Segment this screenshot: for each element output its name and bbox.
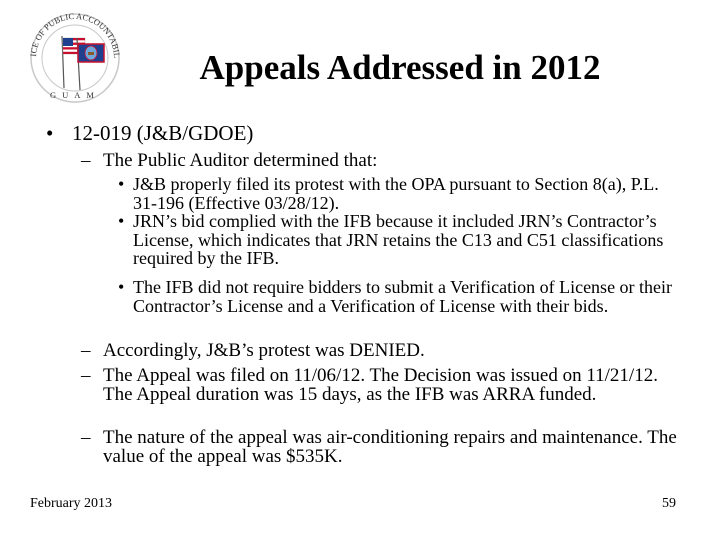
dash-marker: – bbox=[81, 150, 91, 171]
bullet-marker: • bbox=[46, 121, 54, 145]
nature-line bbox=[81, 427, 688, 467]
finding-text: The IFB did not require bidders to submit a Verification of License or their Contractor’s License and a Verification of License with their bids. bbox=[133, 277, 673, 316]
filed-line bbox=[81, 365, 688, 405]
logo-ring-top-text: ICE OF PUBLIC ACCOUNTABIL bbox=[28, 10, 123, 59]
logo-ring-bottom-text: GUAM bbox=[50, 90, 100, 100]
finding-text: JRN’s bid complied with the IFB because it included JRN’s Contractor’s License, which indicates that JRN retains the C13 and C51 classifications required by the IFB. bbox=[133, 211, 664, 268]
slide-title: Appeals Addressed in 2012 bbox=[199, 48, 601, 87]
finding-item bbox=[118, 211, 683, 268]
dash-marker: – bbox=[81, 340, 91, 361]
accordingly-text: Accordingly, J&B’s protest was DENIED. bbox=[103, 340, 425, 361]
filed-text: The Appeal was filed on 11/06/12. The Decision was issued on 11/21/12. The Appeal duration was 15 days, as the IFB was ARRA funded. bbox=[103, 365, 658, 405]
bullet-marker: • bbox=[118, 211, 125, 231]
finding-item bbox=[118, 174, 683, 213]
footer-date: February 2013 bbox=[30, 496, 113, 511]
accordingly-line bbox=[81, 340, 688, 361]
finding-text: J&B properly filed its protest with the OPA pursuant to Section 8(a), P.L. 31-196 (Effective 03/28/12). bbox=[133, 174, 659, 213]
finding-item bbox=[118, 277, 683, 316]
nature-text: The nature of the appeal was air-conditioning repairs and maintenance. The value of the appeal was $535K. bbox=[103, 427, 677, 467]
appeal-item bbox=[46, 121, 254, 145]
appeal-number: 12-019 (J&B/GDOE) bbox=[72, 121, 254, 145]
bullet-marker: • bbox=[118, 174, 125, 194]
determined-line bbox=[81, 150, 688, 171]
bullet-marker: • bbox=[118, 277, 125, 297]
page-number: 59 bbox=[662, 496, 676, 511]
dash-marker: – bbox=[81, 427, 91, 448]
dash-marker: – bbox=[81, 365, 91, 386]
determined-text: The Public Auditor determined that: bbox=[103, 150, 378, 171]
